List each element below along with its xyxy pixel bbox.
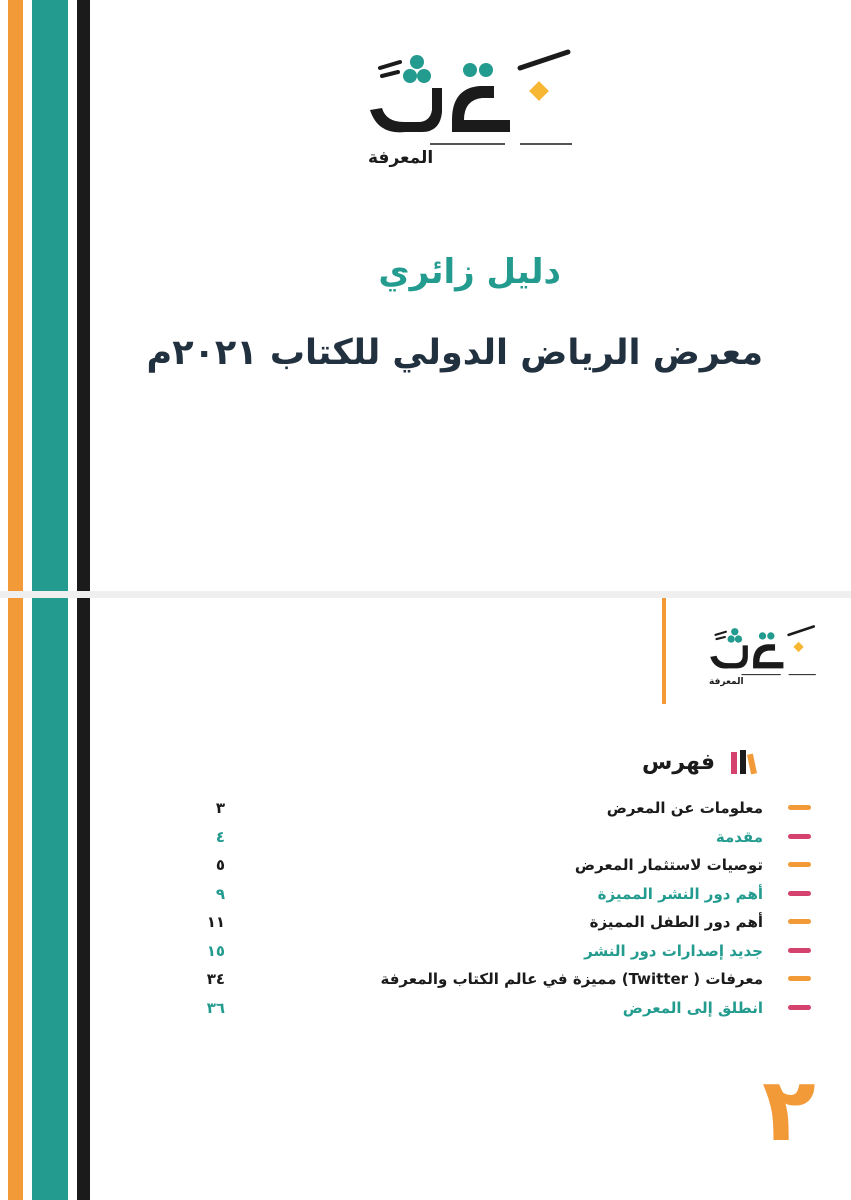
toc-item-page: ٣٤ xyxy=(206,970,225,988)
toc-bullet-bar xyxy=(788,919,811,924)
cover-title: دليل زائري xyxy=(378,252,561,292)
toc-heading xyxy=(642,748,759,776)
black-stripe xyxy=(77,0,90,591)
toc-item-label[interactable]: أهم دور النشر المميزة xyxy=(597,884,763,903)
toc-item-page: ٣ xyxy=(215,799,225,817)
teal-stripe xyxy=(32,0,68,591)
logo-subtitle: المعرفة xyxy=(368,148,434,168)
toc-row[interactable] xyxy=(0,937,851,965)
toc-row[interactable] xyxy=(0,851,851,879)
toc-item-page: ١٥ xyxy=(206,941,225,960)
logo-mark-icon xyxy=(705,620,820,678)
orange-divider xyxy=(662,598,666,704)
toc-bullet-bar xyxy=(788,862,811,867)
toc-item-label[interactable]: جديد إصدارات دور النشر xyxy=(584,941,763,960)
toc-item-page: ١١ xyxy=(206,913,225,931)
toc-heading-text: فهرس xyxy=(642,749,715,775)
cover-subtitle: معرض الرياض الدولي للكتاب ٢٠٢١م xyxy=(146,333,763,373)
toc-item-label[interactable]: مقدمة xyxy=(715,827,763,846)
toc-bullet-bar xyxy=(788,1005,811,1010)
toc-bullet-bar xyxy=(788,891,811,896)
toc-bullet-bar xyxy=(788,834,811,839)
cover-page xyxy=(0,0,851,591)
toc-page xyxy=(0,598,851,1200)
toc-row[interactable] xyxy=(0,823,851,851)
toc-bullet-bar xyxy=(788,948,811,953)
orange-stripe xyxy=(8,0,23,591)
toc-bullet-bar xyxy=(788,805,811,810)
toc-item-label[interactable]: معرفات ( Twitter) مميزة في عالم الكتاب والمعرفة xyxy=(380,970,763,988)
toc-item-page: ٤ xyxy=(215,827,225,846)
logo-mark-icon xyxy=(360,40,580,150)
page-number: ٢ xyxy=(762,1058,816,1161)
toc-item-page: ٩ xyxy=(215,884,225,903)
toc-row[interactable] xyxy=(0,994,851,1022)
naqsh-logo-small xyxy=(705,620,820,692)
toc-row[interactable] xyxy=(0,965,851,993)
logo-subtitle: المعرفة xyxy=(709,677,744,687)
naqsh-logo xyxy=(360,40,580,175)
toc-item-label[interactable]: انطلق إلى المعرض xyxy=(622,998,763,1017)
toc-row[interactable] xyxy=(0,908,851,936)
toc-item-label[interactable]: أهم دور الطفل المميزة xyxy=(589,913,763,931)
toc-item-label[interactable]: معلومات عن المعرض xyxy=(606,799,763,817)
toc-item-page: ٣٦ xyxy=(206,998,225,1017)
toc-item-page: ٥ xyxy=(215,856,225,874)
books-icon xyxy=(729,748,759,776)
toc-row[interactable] xyxy=(0,794,851,822)
toc-bullet-bar xyxy=(788,976,811,981)
toc-item-label[interactable]: توصيات لاستثمار المعرض xyxy=(574,856,763,874)
toc-row[interactable] xyxy=(0,880,851,908)
